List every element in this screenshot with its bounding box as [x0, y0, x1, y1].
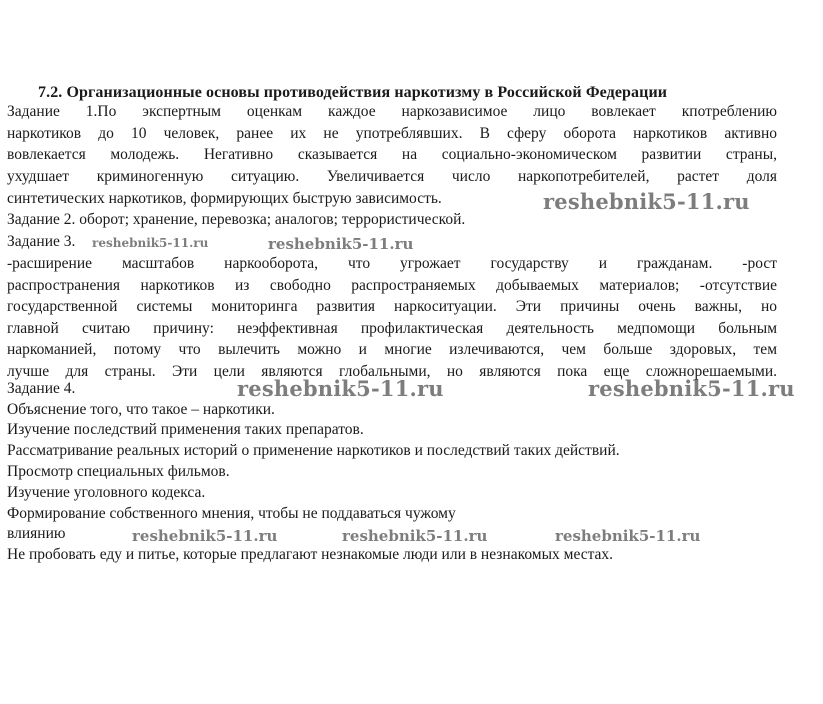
task1-line: ухудшает криминогенную ситуацию. Увеличивается число наркопотребителей, растет доля [7, 167, 777, 185]
task3-line: наркоманией, потому что вылечить можно и многие излечиваются, чем больше здоровых, тем [7, 341, 777, 359]
task3-line: распространения наркотиков из свободно распространяемых добываемых материалов; -отсутствие [7, 276, 777, 294]
task1-paragraph [7, 101, 777, 187]
task3-paragraph [7, 253, 777, 383]
task4-label: Задание 4. [7, 380, 76, 397]
watermark: reshebnik5-11.ru [588, 376, 795, 401]
watermark: reshebnik5-11.ru [92, 236, 209, 250]
task4-item: влиянию [7, 525, 66, 542]
watermark: reshebnik5-11.ru [342, 527, 488, 545]
task4-item: Формирование собственного мнения, чтобы не поддаваться чужому [7, 505, 456, 522]
task3-line: лучше для страны. Эти цели являются глобальными, но являются пока еще сложнорешаемыми. [7, 362, 777, 380]
task4-item: Рассматривание реальных историй о применение наркотиков и последствий таких действий. [7, 442, 620, 459]
task1-line: Задание 1.По экспертным оценкам каждое наркозависимое лицо вовлекает кпотреблению [7, 103, 777, 120]
task3-line: главной считаю причину: неэффективная профилактическая деятельность медпомощи больным [7, 319, 777, 337]
watermark: reshebnik5-11.ru [268, 235, 414, 253]
task1-line: вовлекается молодежь. Негативно сказывается на социально-экономическом развитии страны, [7, 146, 777, 164]
task4-item: Не пробовать еду и питье, которые предлагают незнакомые люди или в незнакомых местах. [7, 546, 614, 563]
task2-text: Задание 2. оборот; хранение, перевозка; аналогов; террористической. [7, 211, 466, 228]
task3-line: -расширение масштабов наркооборота, что угрожает государству и гражданам. -рост [7, 255, 777, 272]
task3-label: Задание 3. [7, 233, 76, 250]
watermark: reshebnik5-11.ru [132, 527, 278, 545]
task1-last-line: синтетических наркотиков, формирующих быструю зависимость. [7, 190, 442, 207]
task4-item: Изучение последствий применения таких препаратов. [7, 421, 364, 438]
watermark: reshebnik5-11.ru [555, 527, 701, 545]
watermark: reshebnik5-11.ru [237, 376, 444, 401]
task4-item: Объяснение того, что такое – наркотики. [7, 401, 275, 418]
section-heading: 7.2. Организационные основы противодействия наркотизму в Российской Федерации [38, 84, 668, 101]
task1-line: наркотиков до 10 человек, ранее их не употреблявших. В сферу оборота наркотиков активно [7, 124, 777, 142]
task4-item: Просмотр специальных фильмов. [7, 463, 230, 480]
task3-line: государственной системы мониторинга развития наркоситуации. Эти причины очень важны, но [7, 298, 777, 316]
watermark: reshebnik5-11.ru [543, 189, 750, 214]
task4-item: Изучение уголовного кодекса. [7, 484, 206, 501]
